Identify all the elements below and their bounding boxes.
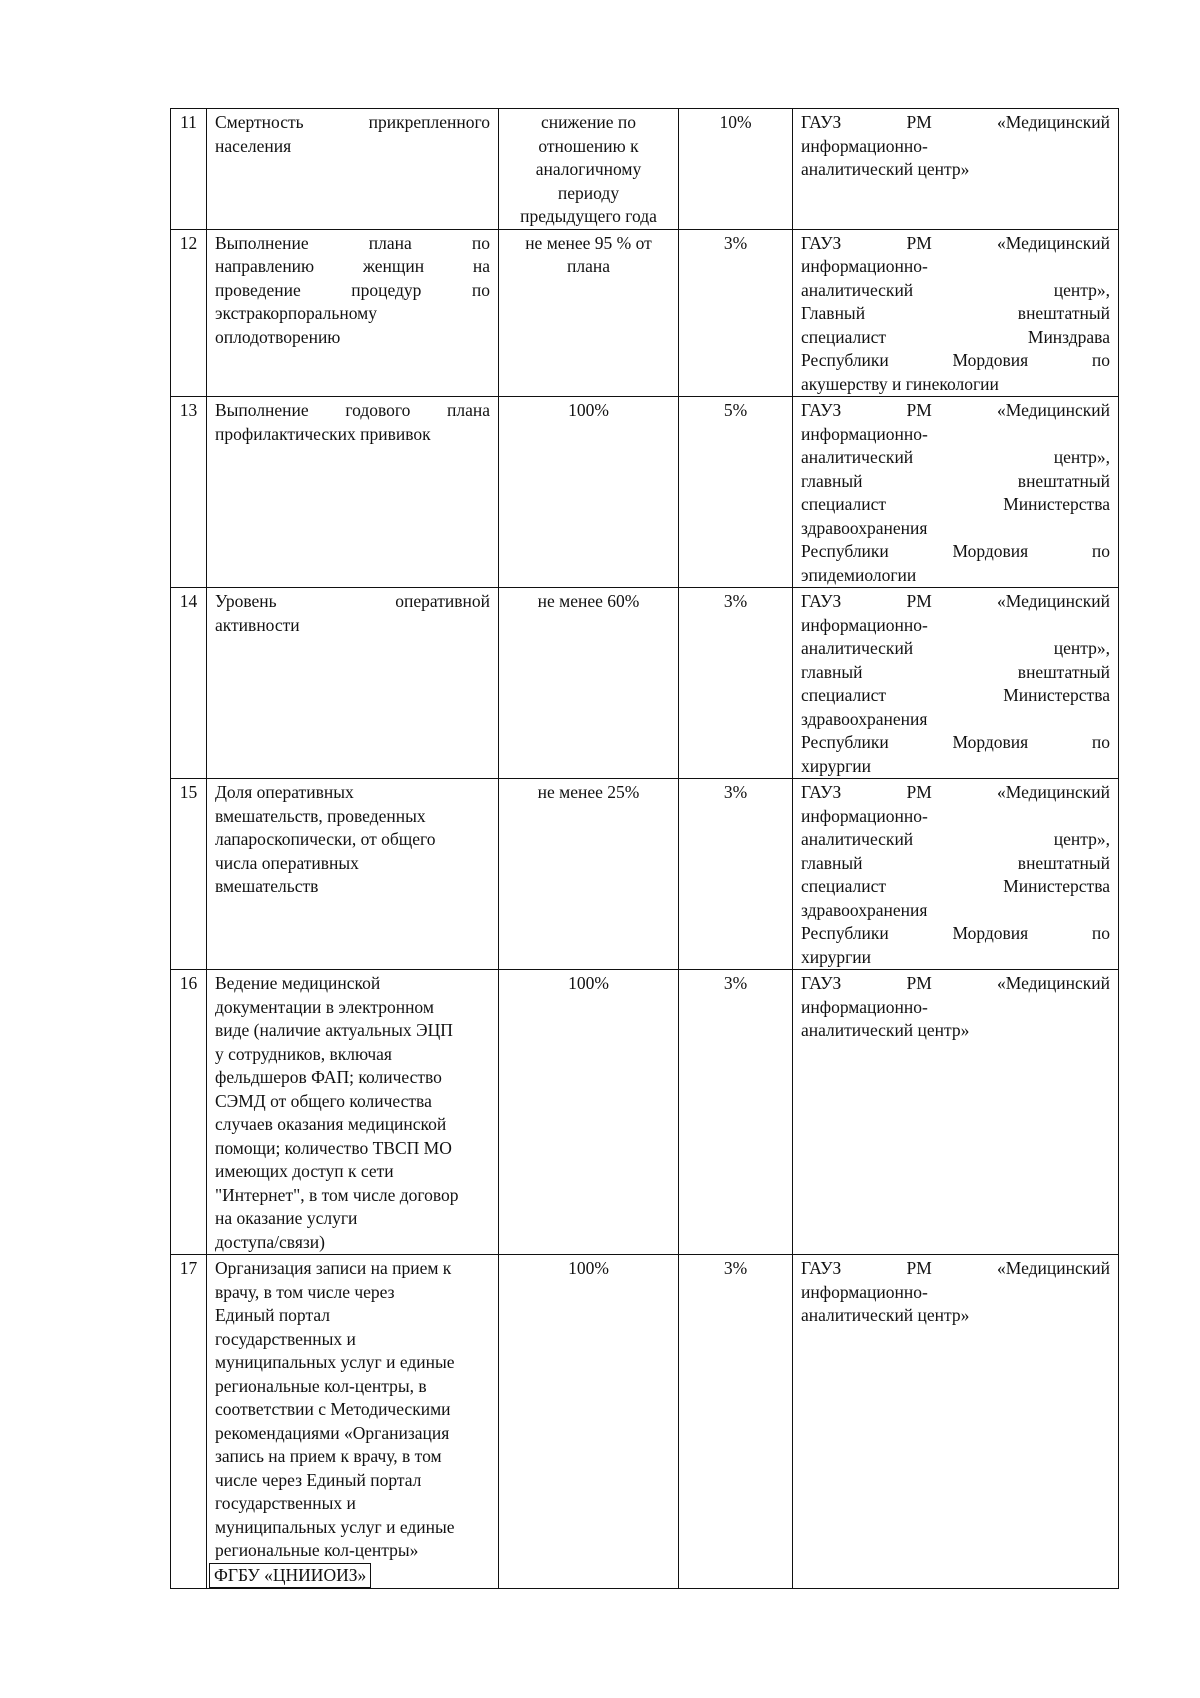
indicator-name-line: вмешательств	[215, 876, 319, 896]
target-value-line: снижение по	[540, 112, 637, 132]
data-source-line: аналитический центр»	[801, 1305, 970, 1325]
data-source-line: хирургии	[801, 755, 872, 776]
weight-value: 3%	[679, 1255, 793, 1589]
indicator-name-line: документации в электронном	[215, 996, 434, 1017]
data-source-line: Республики Мордовия по	[801, 541, 1110, 561]
data-source-line: ГАУЗ РМ «Медицинский	[801, 782, 1110, 802]
indicator-name-line: государственных и	[215, 1328, 356, 1349]
data-source	[793, 779, 1119, 970]
data-source-line: главный внештатный	[801, 470, 1110, 491]
target-value-line: не менее 25%	[537, 782, 640, 802]
data-source-line: ГАУЗ РМ «Медицинский	[801, 973, 1110, 993]
indicator-name	[207, 397, 499, 588]
indicator-name-line: числе через Единый портал	[215, 1469, 422, 1490]
data-source-line: ГАУЗ РМ «Медицинский	[801, 400, 1110, 420]
target-value	[499, 109, 679, 230]
indicator-name-line: муниципальных услуг и единые	[215, 1516, 455, 1537]
data-source	[793, 109, 1119, 230]
data-source-line: Республики Мордовия по	[801, 923, 1110, 943]
indicator-name-line: региональные кол-центры»	[215, 1540, 419, 1560]
data-source-line: аналитический центр»,	[801, 279, 1110, 300]
table-row	[171, 229, 1119, 397]
data-source-line: специалист Министерства	[801, 876, 1110, 896]
indicator-name	[207, 588, 499, 779]
weight-value: 3%	[679, 229, 793, 397]
data-source	[793, 970, 1119, 1255]
target-value	[499, 779, 679, 970]
row-number: 11	[171, 109, 207, 230]
table-row	[171, 970, 1119, 1255]
target-value-line: не менее 95 % от	[525, 232, 652, 253]
data-source-line: аналитический центр»	[801, 159, 970, 179]
target-value-line: 100%	[568, 400, 609, 420]
indicator-name	[207, 229, 499, 397]
indicator-name-line: проведение процедур по	[215, 279, 490, 300]
target-value-line: периоду	[557, 182, 620, 203]
indicator-name-line: Доля оперативных	[215, 782, 354, 802]
indicator-name-line: лапароскопически, от общего	[215, 829, 436, 849]
data-source	[793, 397, 1119, 588]
data-source-line: информационно-	[801, 996, 928, 1017]
weight-value: 10%	[679, 109, 793, 230]
indicator-name-line: Смертность прикрепленного	[215, 112, 490, 132]
target-value-line: 100%	[568, 1258, 609, 1278]
target-value	[499, 1255, 679, 1589]
indicator-name	[207, 1255, 499, 1589]
data-source	[793, 588, 1119, 779]
indicator-name-line: государственных и	[215, 1493, 356, 1513]
data-source-line: аналитический центр»,	[801, 829, 1110, 849]
target-value-line: не менее 60%	[537, 591, 640, 611]
data-source-line: информационно-	[801, 1281, 928, 1302]
indicator-name-line: муниципальных услуг и единые	[215, 1352, 455, 1372]
data-source-line: главный внештатный	[801, 852, 1110, 873]
table-row	[171, 1255, 1119, 1589]
table-row	[171, 109, 1119, 230]
indicator-name-line: Организация записи на прием к	[215, 1258, 452, 1278]
indicator-name-line: фельдшеров ФАП; количество	[215, 1067, 442, 1087]
indicators-table	[170, 108, 1119, 1589]
data-source-line: эпидемиологии	[801, 564, 917, 585]
indicator-name-line: Единый портал	[215, 1305, 330, 1325]
indicator-name-line: Ведение медицинской	[215, 973, 381, 993]
indicator-name-line: доступа/связи)	[215, 1231, 325, 1252]
indicator-name-line: у сотрудников, включая	[215, 1043, 392, 1064]
data-source-line: информационно-	[801, 805, 928, 826]
indicator-name-line: оплодотворению	[215, 326, 341, 347]
data-source-line: здравоохранения	[801, 517, 928, 538]
target-value-line: плана	[567, 256, 610, 276]
table-body	[171, 109, 1119, 1589]
indicator-name-line: активности	[215, 614, 300, 635]
target-value	[499, 970, 679, 1255]
indicator-name-line: на оказание услуги	[215, 1208, 358, 1228]
row-number: 16	[171, 970, 207, 1255]
data-source-line: Главный внештатный	[801, 303, 1110, 323]
data-source-line: акушерству и гинекологии	[801, 373, 999, 394]
data-source-line: информационно-	[801, 614, 928, 635]
data-source-line: информационно-	[801, 256, 928, 276]
indicator-name-line: вмешательств, проведенных	[215, 805, 426, 826]
indicator-name-line: рекомендациями «Организация	[215, 1422, 450, 1443]
indicator-name-line: направлению женщин на	[215, 256, 490, 276]
weight-value: 5%	[679, 397, 793, 588]
indicator-name-line: экстракорпоральному	[215, 303, 377, 323]
indicator-name-line: населения	[215, 135, 292, 156]
weight-value: 3%	[679, 779, 793, 970]
indicator-name-line: имеющих доступ к сети	[215, 1161, 394, 1181]
target-value-line: аналогичному	[535, 159, 642, 179]
data-source-line: ГАУЗ РМ «Медицинский	[801, 112, 1110, 132]
indicator-name-line: виде (наличие актуальных ЭЦП	[215, 1020, 453, 1040]
indicator-name	[207, 970, 499, 1255]
data-source-line: специалист Министерства	[801, 494, 1110, 514]
row-number: 14	[171, 588, 207, 779]
data-source-line: здравоохранения	[801, 899, 928, 920]
indicator-name	[207, 109, 499, 230]
row-number: 15	[171, 779, 207, 970]
data-source-line: информационно-	[801, 423, 928, 444]
indicator-name-line: СЭМД от общего количества	[215, 1090, 432, 1111]
data-source-line: ГАУЗ РМ «Медицинский	[801, 232, 1110, 253]
table-row	[171, 588, 1119, 779]
weight-value: 3%	[679, 970, 793, 1255]
target-value-line: 100%	[568, 973, 609, 993]
indicator-name-line: соответствии с Методическими	[215, 1399, 451, 1419]
data-source	[793, 1255, 1119, 1589]
row-number: 17	[171, 1255, 207, 1589]
data-source-line: аналитический центр»,	[801, 447, 1110, 467]
weight-value: 3%	[679, 588, 793, 779]
indicator-name-line: "Интернет", в том числе договор	[215, 1184, 459, 1205]
row-number: 13	[171, 397, 207, 588]
target-value-line: отношению к	[538, 135, 639, 156]
row-number: 12	[171, 229, 207, 397]
indicator-name-line: Выполнение годового плана	[215, 400, 490, 420]
data-source-line: хирургии	[801, 946, 872, 967]
indicator-name-line: профилактических прививок	[215, 423, 431, 444]
data-source-line: Республики Мордовия по	[801, 350, 1110, 370]
data-source-line: специалист Минздрава	[801, 326, 1110, 347]
table-row	[171, 779, 1119, 970]
indicator-name-line: помощи; количество ТВСП МО	[215, 1137, 452, 1158]
data-source-line: здравоохранения	[801, 708, 928, 729]
target-value	[499, 588, 679, 779]
data-source-line: ГАУЗ РМ «Медицинский	[801, 591, 1110, 611]
indicator-name	[207, 779, 499, 970]
data-source-line: информационно-	[801, 135, 928, 156]
indicator-name-line: запись на прием к врачу, в том	[215, 1446, 442, 1466]
indicator-name-line: числа оперативных	[215, 852, 359, 873]
table-row	[171, 397, 1119, 588]
data-source-line: специалист Министерства	[801, 685, 1110, 705]
target-value-line: предыдущего года	[520, 206, 657, 226]
indicator-name-line: врачу, в том числе через	[215, 1281, 395, 1302]
data-source-line: аналитический центр»,	[801, 638, 1110, 658]
data-source-line: ГАУЗ РМ «Медицинский	[801, 1258, 1110, 1278]
indicator-name-line: ФГБУ «ЦНИИОИЗ»	[215, 1563, 490, 1589]
target-value	[499, 397, 679, 588]
indicator-name-line: региональные кол-центры, в	[215, 1375, 427, 1396]
data-source-line: главный внештатный	[801, 661, 1110, 682]
indicator-name-line: случаев оказания медицинской	[215, 1114, 447, 1134]
data-source-line: Республики Мордовия по	[801, 732, 1110, 752]
target-value	[499, 229, 679, 397]
indicator-name-line: Уровень оперативной	[215, 591, 490, 611]
data-source-line: аналитический центр»	[801, 1020, 970, 1040]
indicator-name-line: Выполнение плана по	[215, 232, 490, 253]
data-source	[793, 229, 1119, 397]
